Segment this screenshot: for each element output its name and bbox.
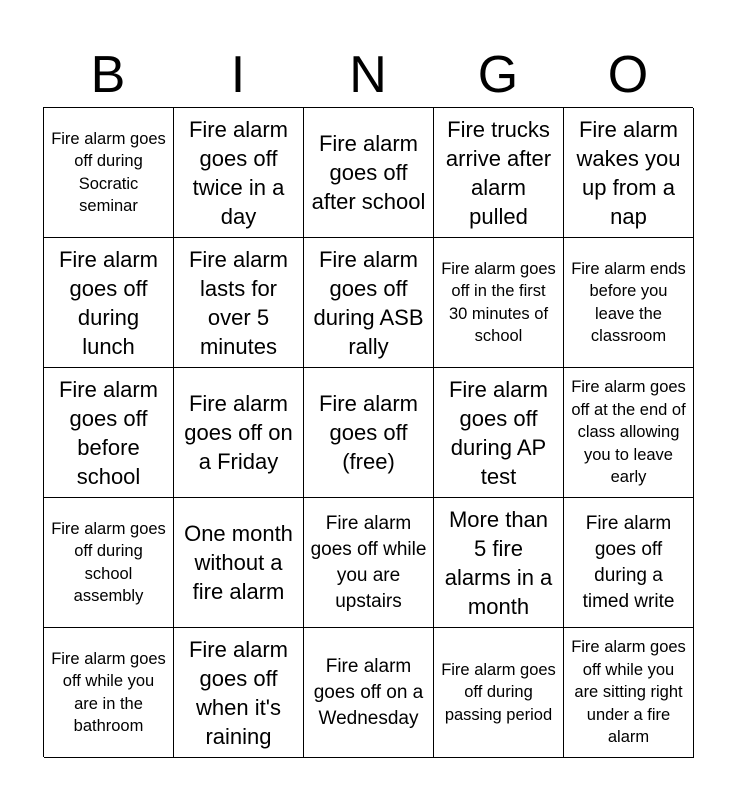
cell-text: Fire alarm wakes you up from a nap [576,116,681,229]
cell-text: Fire alarm goes off during Socratic seminar [51,129,166,215]
cell-text: Fire alarm goes off after school [311,131,426,214]
cell-text: Fire alarm goes off during ASB rally [313,246,424,359]
cell-text: Fire alarm goes off twice in a day [188,116,288,229]
header-letter-i: I [230,46,246,104]
bingo-board [43,107,693,757]
bingo-cell-r3-c4[interactable] [434,368,564,498]
cell-text: Fire alarm goes off on a Friday [184,391,293,474]
header-letter-o: O [607,46,649,104]
cell-text: Fire alarm ends before you leave the classroom [571,259,686,345]
bingo-cell-r2-c5[interactable] [564,238,694,368]
cell-text: Fire alarm goes off in the first 30 minutes of school [441,259,556,345]
bingo-cell-r2-c4[interactable] [434,238,564,368]
cell-text: Fire alarm goes off while you are upstairs [310,512,427,612]
bingo-cell-r2-c2[interactable] [174,238,304,368]
cell-text: Fire alarm goes off before school [58,376,158,489]
cell-text: Fire alarm goes off while you are in the bathroom [51,649,166,735]
bingo-cell-r3-c2[interactable] [174,368,304,498]
bingo-cell-r3-c5[interactable] [564,368,694,498]
cell-text: Fire alarm goes off at the end of class allowing you to leave early [571,378,686,487]
bingo-cell-r4-c1[interactable] [44,498,174,628]
header-letter-b: B [90,46,126,104]
bingo-cell-r5-c2[interactable] [174,628,304,758]
bingo-cell-r5-c5[interactable] [564,628,694,758]
bingo-cell-r3-c3-free[interactable] [304,368,434,498]
cell-text: Fire alarm goes off during a timed write [582,512,675,612]
bingo-cell-r5-c4[interactable] [434,628,564,758]
cell-text: Fire alarm goes off (free) [318,391,418,474]
bingo-cell-r4-c2[interactable] [174,498,304,628]
bingo-cell-r2-c1[interactable] [44,238,174,368]
bingo-cell-r4-c3[interactable] [304,498,434,628]
cell-text: Fire alarm goes off during passing period [441,660,556,724]
bingo-cell-r5-c3[interactable] [304,628,434,758]
bingo-cell-r3-c1[interactable] [44,368,174,498]
header-letter-n: N [349,46,387,104]
bingo-cell-r4-c5[interactable] [564,498,694,628]
bingo-cell-r1-c2[interactable] [174,108,304,238]
cell-text: More than 5 fire alarms in a month [444,506,553,619]
cell-text: Fire alarm goes off during AP test [448,376,548,489]
cell-text: Fire alarm goes off when it's raining [188,636,288,749]
bingo-cell-r1-c5[interactable] [564,108,694,238]
bingo-cell-r5-c1[interactable] [44,628,174,758]
header-letter-g: G [477,46,519,104]
bingo-cell-r2-c3[interactable] [304,238,434,368]
bingo-cell-r1-c3[interactable] [304,108,434,238]
cell-text: One month without a fire alarm [184,521,293,604]
bingo-cell-r1-c1[interactable] [44,108,174,238]
bingo-cell-r1-c4[interactable] [434,108,564,238]
cell-text: Fire alarm lasts for over 5 minutes [188,246,288,359]
cell-text: Fire alarm goes off during school assembly [51,519,166,605]
bingo-cell-r4-c4[interactable] [434,498,564,628]
bingo-header [43,44,693,106]
cell-text: Fire trucks arrive after alarm pulled [445,116,552,229]
cell-text: Fire alarm goes off during lunch [58,246,158,359]
cell-text: Fire alarm goes off while you are sitting right under a fire alarm [571,638,686,747]
cell-text: Fire alarm goes off on a Wednesday [313,655,424,729]
